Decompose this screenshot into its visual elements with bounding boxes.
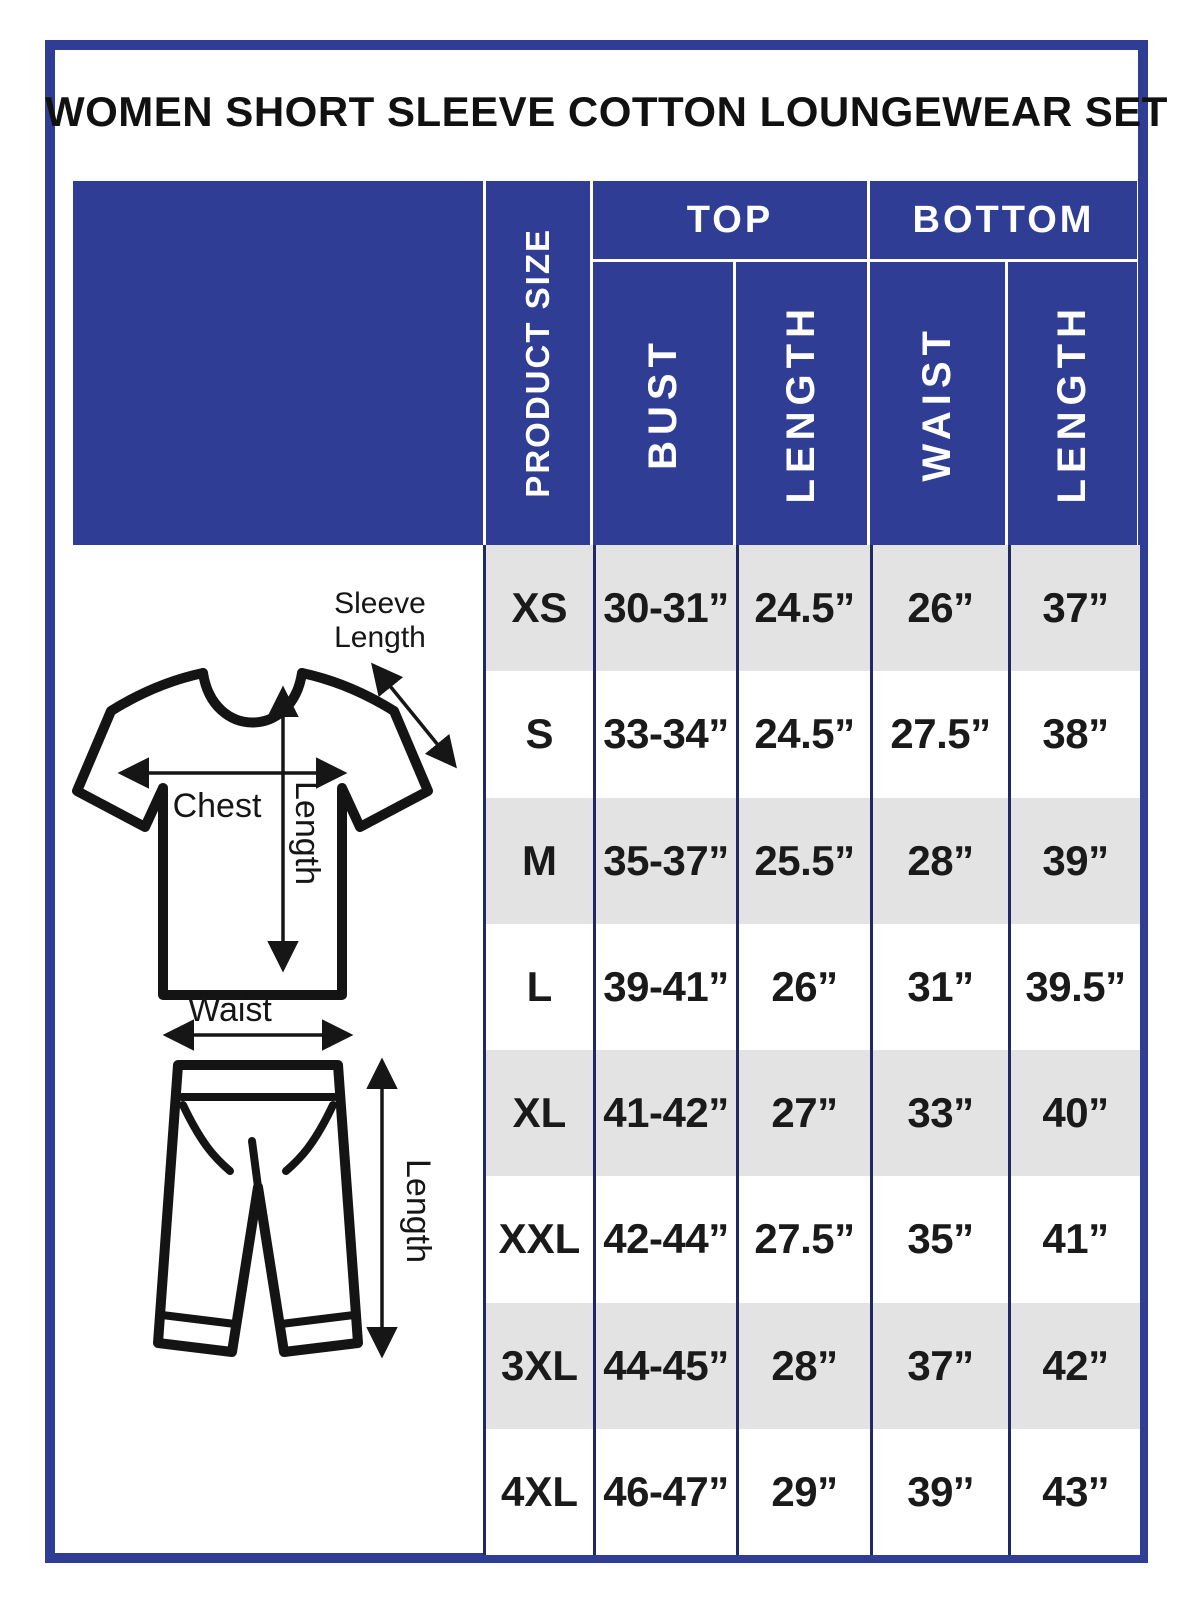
top-length-label: LENGTH (779, 303, 823, 504)
pants-length-label: Length (399, 1159, 438, 1263)
value-cell: 33” (870, 1050, 1008, 1176)
pants-left-cuff-line (162, 1315, 235, 1324)
product-size-label: PRODUCT SIZE (519, 228, 556, 498)
header-group-bottom: BOTTOM (870, 181, 1137, 259)
value-cell: 27.5” (870, 671, 1008, 797)
bottom-length-label: LENGTH (1050, 303, 1094, 504)
value-cell: 26” (736, 924, 870, 1050)
pants-right-pocket (286, 1105, 333, 1171)
size-label-cell: XS (486, 545, 593, 671)
value-cell: 42-44” (593, 1176, 736, 1302)
header-group-top: TOP (593, 181, 867, 259)
header-corner-cell (73, 181, 483, 545)
chest-label: Chest (172, 787, 262, 825)
value-cell: 25.5” (736, 798, 870, 924)
value-cell: 44-45” (593, 1303, 736, 1429)
pants-fly-line (252, 1141, 258, 1187)
value-cell: 39’’ (870, 1429, 1008, 1555)
value-cell: 37” (1008, 545, 1140, 671)
size-label-cell: XL (486, 1050, 593, 1176)
value-cell: 37” (870, 1303, 1008, 1429)
value-cell: 35” (870, 1176, 1008, 1302)
value-cell: 29” (736, 1429, 870, 1555)
value-cell: 40” (1008, 1050, 1140, 1176)
value-cell: 39-41” (593, 924, 736, 1050)
header-col-top-length (736, 262, 867, 545)
value-cell: 27” (736, 1050, 870, 1176)
value-cell: 24.5” (736, 671, 870, 797)
header-col-bottom-length (1008, 262, 1137, 545)
value-cell: 39.5” (1008, 924, 1140, 1050)
header-col-waist (870, 262, 1005, 545)
value-cell: 35-37” (593, 798, 736, 924)
tshirt-diagram (55, 575, 460, 1015)
pants-right-cuff-line (281, 1315, 354, 1324)
value-cell: 24.5” (736, 545, 870, 671)
value-cell: 38” (1008, 671, 1140, 797)
sleeve-length-label-line1: Sleeve (334, 587, 426, 620)
size-label-cell: 4XL (500, 1467, 579, 1515)
bust-label: BUST (640, 337, 685, 470)
value-cell: 43’’ (1008, 1429, 1140, 1555)
header-product-size (486, 181, 590, 545)
page-title: WOMEN SHORT SLEEVE COTTON LOUNGEWEAR SET (45, 88, 1168, 135)
waist-label: Waist (188, 991, 272, 1029)
value-cell: 28” (736, 1303, 870, 1429)
sleeve-length-label-line2: Length (334, 621, 426, 654)
pants-left-pocket (183, 1105, 230, 1171)
tshirt-neckline (203, 673, 302, 723)
size-label-cell: M (486, 798, 593, 924)
size-label-cell: S (525, 710, 554, 758)
value-cell: 26” (870, 545, 1008, 671)
value-cell: 41” (1008, 1176, 1140, 1302)
size-table-body (483, 545, 1140, 1555)
header-col-bust (593, 262, 733, 545)
value-cell: 39” (1008, 798, 1140, 924)
shirt-length-label: Length (288, 781, 327, 885)
size-label-cell: L (526, 962, 553, 1010)
waist-column-label: WAIST (915, 325, 959, 482)
value-cell: 27.5” (736, 1176, 870, 1302)
table-header (73, 181, 1137, 545)
value-cell: 31” (870, 924, 1008, 1050)
value-cell: 42” (1008, 1303, 1140, 1429)
pants-diagram (128, 983, 448, 1378)
size-label-cell: XXL (498, 1215, 581, 1263)
value-cell: 41-42” (593, 1050, 736, 1176)
value-cell: 30-31” (593, 545, 736, 671)
size-label-cell: 3XL (486, 1303, 593, 1429)
value-cell: 46-47” (593, 1429, 736, 1555)
value-cell: 33-34” (593, 671, 736, 797)
value-cell: 28” (870, 798, 1008, 924)
